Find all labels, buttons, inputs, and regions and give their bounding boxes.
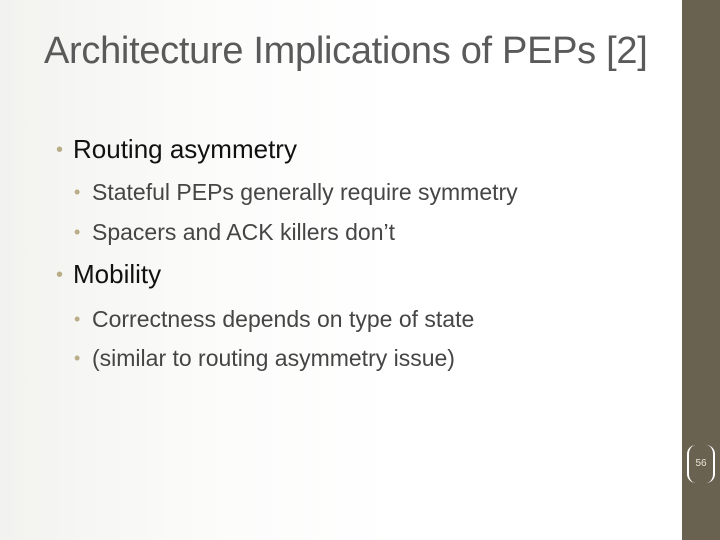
bullet-text: Mobility	[73, 259, 162, 289]
bullet-dot: •	[74, 222, 81, 242]
bullet-text: Spacers and ACK killers don’t	[92, 219, 395, 245]
bullet-text: Correctness depends on type of state	[92, 306, 475, 332]
sub-bullet-similar-routing	[74, 345, 455, 372]
bullet-dot: •	[74, 309, 81, 329]
bullet-routing-asymmetry	[56, 134, 297, 165]
page-number: 56	[687, 445, 715, 483]
sub-bullet-stateful-peps	[74, 179, 518, 206]
bullet-dot: •	[56, 139, 64, 161]
bullet-dot: •	[74, 182, 81, 202]
slide-title: Architecture Implications of PEPs [2]	[44, 30, 648, 72]
bullet-text: Stateful PEPs generally require symmetry	[92, 179, 518, 205]
bullet-dot: •	[74, 348, 81, 368]
sub-bullet-correctness	[74, 306, 474, 333]
sub-bullet-spacers-ack-killers	[74, 219, 395, 246]
bullet-mobility	[56, 259, 161, 290]
bullet-text: (similar to routing asymmetry issue)	[92, 345, 455, 371]
bullet-text: Routing asymmetry	[73, 134, 297, 164]
bullet-dot: •	[56, 264, 64, 286]
